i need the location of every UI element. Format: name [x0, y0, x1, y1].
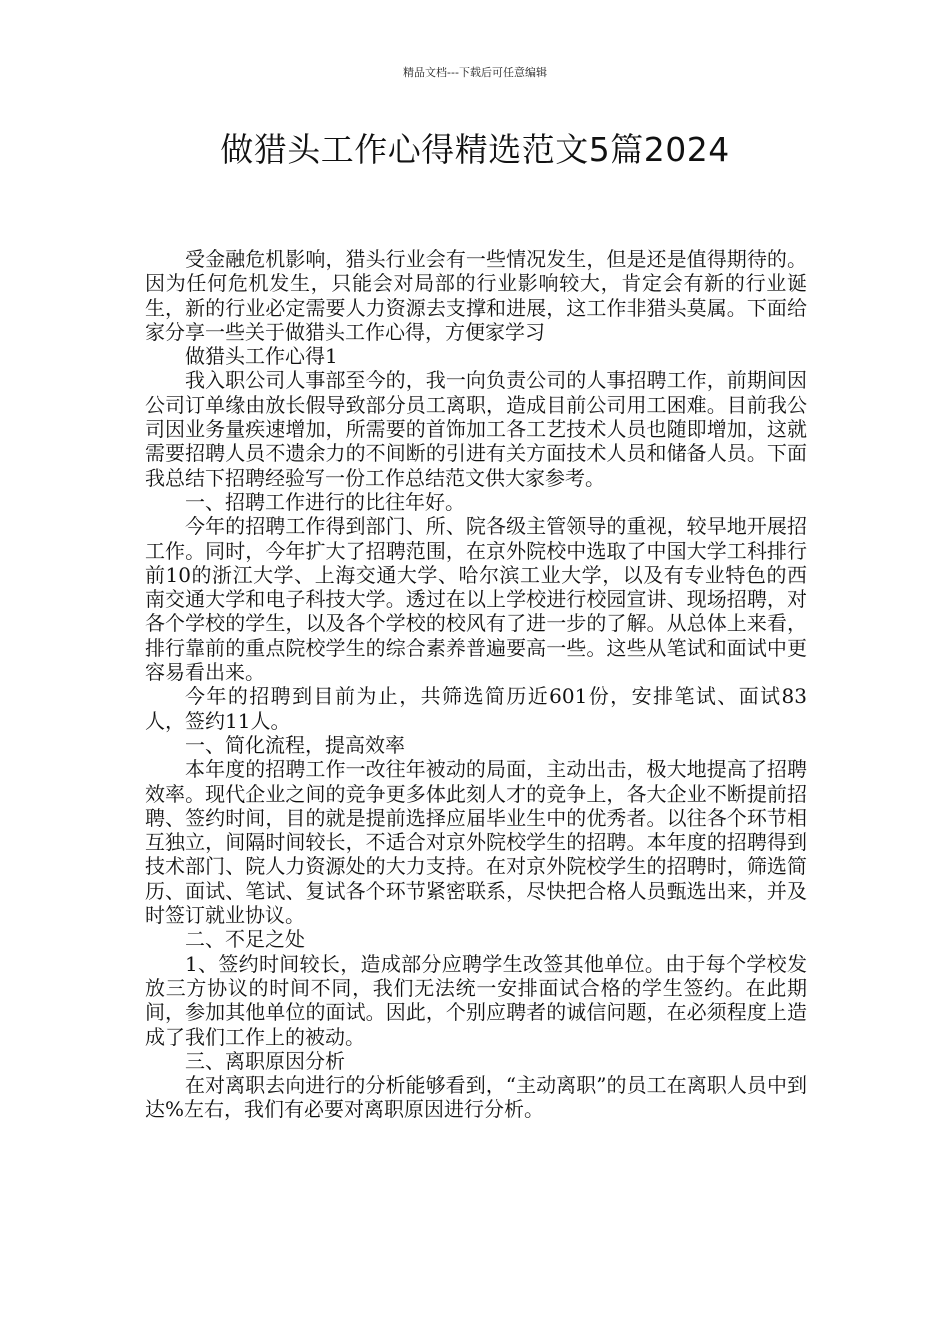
paragraph: 我入职公司人事部至今的，我一向负责公司的人事招聘工作，前期间因公司订单缘由放长假导致部分员工离职，造成目前公司用工困难。目前我公司因业务量疾速增加，所需要的首饰加工各工艺技术人员也随即增加，这就需要招聘人员不遗余力的不间断的引进有关方面技术人员和储备人员。下面我总结下招聘经验写一份工作总结范文供大家参考。 — [145, 368, 807, 490]
paragraph: 1、签约时间较长，造成部分应聘学生改签其他单位。由于每个学校发放三方协议的时间不同，我们无法统一安排面试合格的学生签约。在此期间，参加其他单位的面试。因此，个别应聘者的诚信问题，在必须程度上造成了我们工作上的被动。 — [145, 951, 807, 1049]
subheading: 一、简化流程，提高效率 — [185, 732, 405, 757]
paragraph: 今年的招聘到目前为止，共筛选简历近601份，安排笔试、面试83人，签约11人。 — [145, 684, 807, 733]
page-header: 精品文档---下载后可任意编辑 — [403, 66, 547, 79]
paragraph: 在对离职去向进行的分析能够看到，“主动离职”的员工在离职人员中到达%左右，我们有必要对离职原因进行分析。 — [145, 1073, 807, 1122]
paragraph-intro: 受金融危机影响，猎头行业会有一些情况发生，但是还是值得期待的。因为任何危机发生，只能会对局部的行业影响较大，肯定会有新的行业诞生，新的行业必定需要人力资源去支撑和进展，这工作非猎头莫属。下面给家分享一些关于做猎头工作心得，方便家学习 — [145, 247, 807, 344]
document-title: 做猎头工作心得精选范文5篇2024 — [220, 130, 730, 169]
paragraph: 本年度的招聘工作一改往年被动的局面，主动出击，极大地提高了招聘效率。现代企业之间的竞争更多体此刻人才的竞争上，各大企业不断提前招聘、签约时间，目的就是提前选择应届毕业生中的优秀者。以往各个环节相互独立，间隔时间较长，不适合对京外院校学生的招聘。本年度的招聘得到技术部门、院人力资源处的大力支持。在对京外院校学生的招聘时，筛选简历、面试、笔试、复试各个环节紧密联系，尽快把合格人员甄选出来，并及时签订就业协议。 — [145, 757, 807, 928]
subheading: 三、离职原因分析 — [185, 1048, 345, 1073]
document-body — [145, 247, 807, 1122]
subheading: 一、招聘工作进行的比往年好。 — [185, 489, 465, 514]
subheading: 二、不足之处 — [185, 927, 305, 952]
paragraph: 今年的招聘工作得到部门、所、院各级主管领导的重视，较早地开展招工作。同时，今年扩大了招聘范围，在京外院校中选取了中国大学工科排行前10的浙江大学、上海交通大学、哈尔滨工业大学，以及有专业特色的西南交通大学和电子科技大学。透过在以上学校进行校园宣讲、现场招聘，对各个学校的学生，以及各个学校的校风有了进一步的了解。从总体上来看，排行靠前的重点院校学生的综合素养普遍要高一些。这些从笔试和面试中更容易看出来。 — [145, 514, 807, 685]
section-heading-1: 做猎头工作心得1 — [185, 344, 338, 369]
